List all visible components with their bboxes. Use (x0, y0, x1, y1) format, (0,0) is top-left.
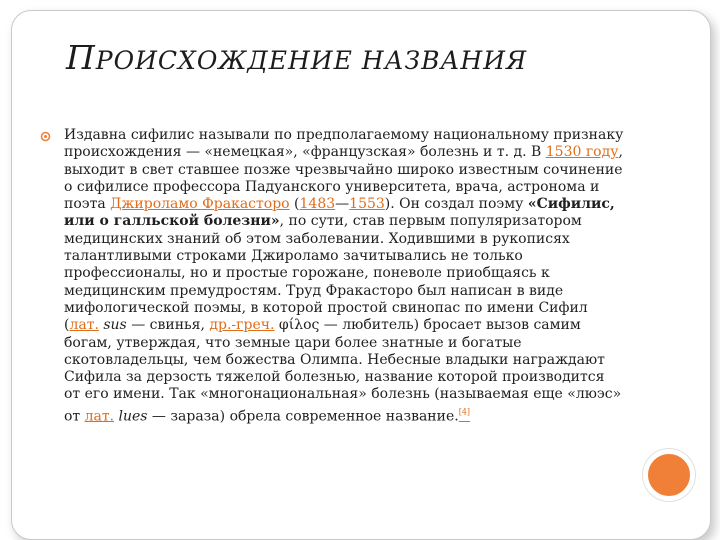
text-run: — (335, 196, 350, 213)
reference-link[interactable] (459, 408, 470, 424)
reference-number: [4] (458, 407, 471, 417)
link-greek[interactable]: др.-греч. (209, 317, 275, 334)
text-run: — любитель) бросает вызов самим богам, утверждая, что земные цари более знатные и богатые скотовладельцы, чем божества Олимпа. Небесные владыки награждают Сифила за дерзость тяжелой болезнью, название которой производится от его имени. Так «многонациональная» болезнь (называемая еще «люэс» от (64, 317, 622, 425)
text-run: Издавна сифилис называли по предполагаемому национальному признаку происхождения — «немецкая», «французская» болезнь и т. д. В (64, 127, 624, 161)
link-1483[interactable]: 1483 (299, 196, 336, 213)
text-run: , по сути, став первым популяризатором медицинских знаний об этом заболевании. Ходившими в рукописях талантливыми строками Джироламо зачитывались не только профессионалы, но и простые горожане, поневоле приобщаясь к медицинским премудростям. Труд Фракасторо был написан в виде мифологической поэмы, в которой простой свинопас по имени Сифил ( (64, 213, 588, 334)
text-run: ). Он создал поэму (384, 196, 528, 213)
poem-title: «Сифилис, или о галльской болезни» (64, 196, 615, 230)
link-latin[interactable]: лат. (69, 317, 99, 334)
text-run: ( (289, 196, 300, 213)
decorative-circle (643, 449, 695, 501)
body-paragraph (64, 127, 624, 426)
latin-word-sus: sus (98, 317, 127, 334)
link-1553[interactable]: 1553 (349, 196, 385, 213)
title-capital: П (66, 38, 96, 77)
text-run: — зараза) обрела современное название. (147, 408, 459, 425)
bullet-icon (40, 131, 51, 142)
text-run: — свинья, (126, 317, 210, 334)
link-latin-2[interactable]: лат. (84, 408, 115, 425)
slide-title (66, 38, 527, 77)
link-fracastoro[interactable]: Джироламо Фракасторо (110, 196, 290, 213)
title-rest: РОИСХОЖДЕНИЕ НАЗВАНИЯ (95, 46, 528, 75)
link-1530[interactable]: 1530 году (545, 144, 619, 161)
latin-word-lues: lues (114, 408, 148, 425)
text-run: , выходит в свет ставшее позже чрезвычайно широко известным сочинение о сифилисе профессора Падуанского университета, врача, астронома и поэта (64, 144, 623, 213)
greek-word: φίλος (274, 317, 320, 334)
